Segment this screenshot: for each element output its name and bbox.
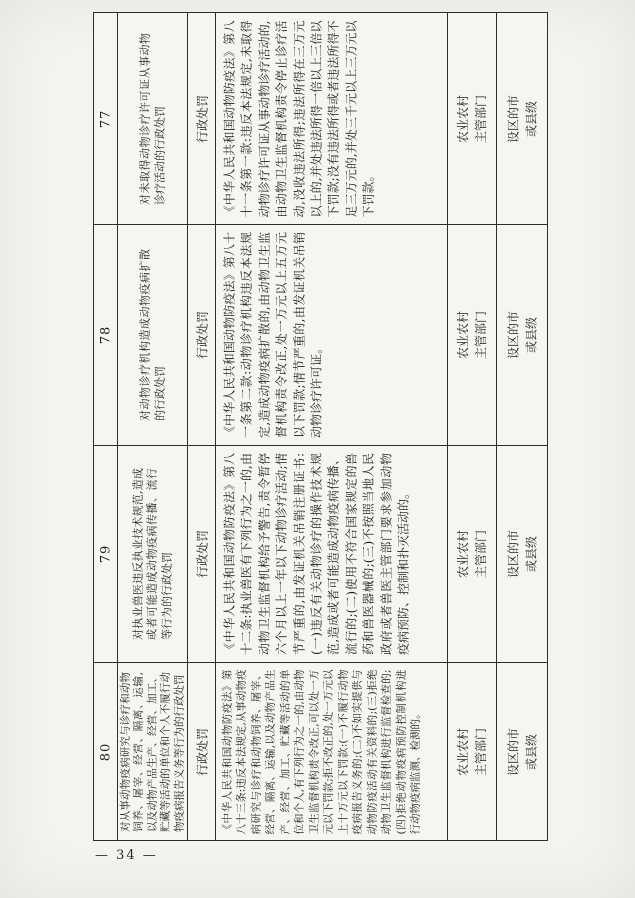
authority-level: 设区的市或县级 (505, 530, 538, 579)
violation-name-cell (118, 446, 188, 662)
violation-name-cell (118, 13, 188, 224)
legal-basis-cell (216, 663, 448, 840)
category-cell (188, 13, 216, 224)
authority-level: 设区的市或县级 (505, 94, 538, 143)
serial-number: 79 (98, 544, 113, 564)
category-cell (188, 663, 216, 840)
legal-basis-cell (216, 13, 448, 224)
violation-name-cell (118, 663, 188, 840)
penalty-category: 行政处罚 (194, 311, 209, 360)
category-cell (188, 446, 216, 662)
authority-cell (448, 225, 497, 445)
violation-name: 对从事动物疫病研究与诊疗和动物饲养、屠宰、经营、隔离、运输,以及动物产品生产、经营、加工、贮藏等活动的单位和个人不履行动物疫病报告义务等行为的行政处罚 (118, 671, 185, 832)
authority-name: 农业农村主管部门 (456, 530, 488, 579)
penalty-table (93, 12, 548, 841)
legal-basis-cell (216, 446, 448, 662)
serial-cell (94, 446, 118, 662)
violation-name: 对动物诊疗机构造成动物疫病扩散的行政处罚 (137, 249, 166, 421)
level-cell (497, 663, 546, 840)
penalty-category: 行政处罚 (194, 530, 209, 579)
authority-name: 农业农村主管部门 (456, 94, 488, 143)
serial-number: 80 (98, 742, 113, 761)
legal-basis-text: 《中华人民共和国动物防疫法》第八十一条第二款:动物诊疗机构违反本法规定,造成动物疫病扩散的,由动物卫生监督机构责令改正,处一万元以上五万元以下罚款;情节严重的,由发证机关吊销动物诊疗许可证。 (222, 232, 323, 438)
level-cell (497, 13, 546, 224)
table-row (94, 225, 547, 446)
legal-basis-text: 《中华人民共和国动物防疫法》第八十一条第一款:违反本法规定,未取得动物诊疗许可证从事动物诊疗活动的,由动物卫生监督机构责令停止诊疗活动,没收违法所得;违法所得在三万元以上的,并处违法所得一倍以上三倍以下罚款;没有违法所得或者违法所得不足三万元的,并处三千元以上三万元以下罚款。 (222, 20, 376, 217)
violation-name-cell (118, 225, 188, 445)
table-row (94, 13, 547, 225)
authority-level: 设区的市或县级 (505, 727, 538, 776)
serial-cell (94, 13, 118, 224)
serial-number: 77 (98, 109, 113, 128)
authority-cell (448, 446, 497, 662)
table-row (94, 663, 547, 840)
serial-number: 78 (98, 325, 113, 345)
level-cell (497, 446, 546, 662)
page-number: — 34 — (95, 848, 158, 863)
authority-level: 设区的市或县级 (505, 311, 538, 360)
serial-cell (94, 663, 118, 840)
category-cell (188, 225, 216, 445)
legal-basis-text: 《中华人民共和国动物防疫法》第八十二条:执业兽医有下列行为之一的,由动物卫生监督机构给予警告,责令暂停六个月以上一年以下动物诊疗活动;情节严重的,由发证机关吊销注册证书:(一)违反有关动物诊疗的操作技术规范,造成或者可能造成动物疫病传播、流行的;(二)使用不符合国家规定的兽药和兽医器械的;(三)不按照当地人民政府或者兽医主管部门要求参加动物疫病预防、控制和扑灭活动的。 (222, 453, 410, 655)
authority-cell (448, 13, 497, 224)
penalty-category: 行政处罚 (194, 727, 209, 776)
violation-name: 对未取得动物诊疗许可证从事动物诊疗活动的行政处罚 (137, 32, 166, 205)
legal-basis-text: 《中华人民共和国动物防疫法》第八十三条:违反本法规定,从事动物疫病研究与诊疗和动物饲养、屠宰、经营、隔离、运输,以及动物产品生产、经营、加工、贮藏等活动的单位和个人,有下列行为之一的,由动物卫生监督机构责令改正,可以处一万元以下罚款;拒不改正的,处一万元以上十万元以下罚款:(一)不履行动物疫病报告义务的;(二)不如实提供与动物防疫活动有关资料的;(三)拒绝动物卫生监督机构进行监督检查的;(四)拒绝动物疫病预防控制机构进行动物疫病监测、检测的。 (221, 669, 422, 834)
serial-cell (94, 225, 118, 445)
authority-cell (448, 663, 497, 840)
authority-name: 农业农村主管部门 (456, 311, 488, 360)
authority-name: 农业农村主管部门 (456, 727, 488, 776)
legal-basis-cell (216, 225, 448, 445)
table-row (94, 446, 547, 663)
violation-name: 对执业兽医违反执业技术规范,造成或者可能造成动物疫病传播、流行等行为的行政处罚 (130, 468, 173, 640)
level-cell (497, 225, 546, 445)
penalty-category: 行政处罚 (194, 94, 209, 143)
